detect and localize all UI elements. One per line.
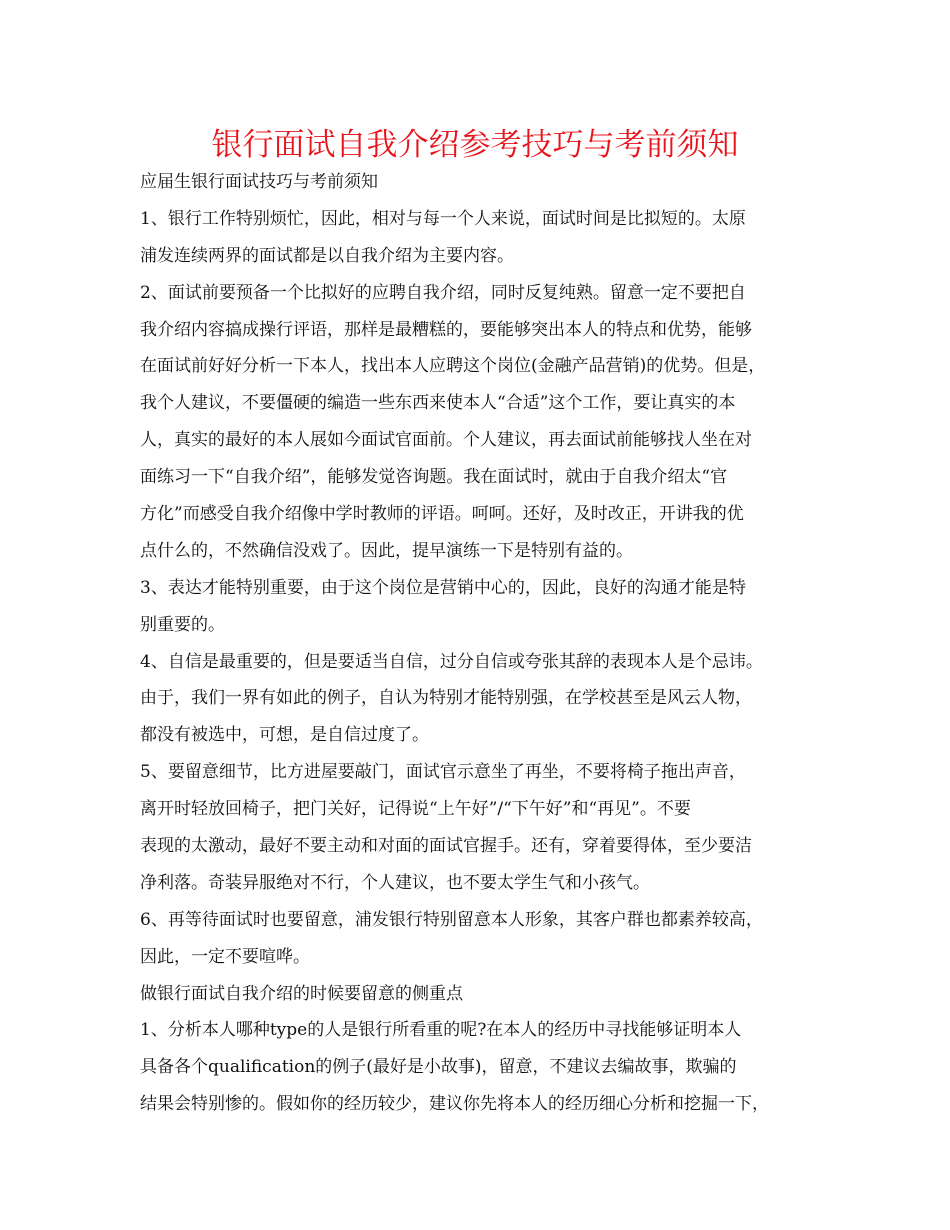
paragraph-line: 面练习一下“自我介绍”，能够发觉咨询题。我在面试时，就由于自我介绍太“官 [140, 467, 728, 488]
paragraph-line: 浦发连续两界的面试都是以自我介绍为主要内容。 [140, 245, 514, 266]
paragraph-line: 我介绍内容搞成操行评语，那样是最糟糕的，要能够突出本人的特点和优势，能够 [140, 319, 752, 340]
paragraph-line: 因此，一定不要喧哗。 [140, 946, 310, 967]
paragraph-line: 别重要的。 [140, 614, 225, 635]
paragraph-line: 点什么的，不然确信没戏了。因此，提早演练一下是特别有益的。 [140, 540, 633, 561]
paragraph-line: 表现的太激动，最好不要主动和对面的面试官握手。还有，穿着要得体，至少要洁 [140, 836, 752, 857]
paragraph-line: 方化”而感受自我介绍像中学时教师的评语。呵呵。还好，及时改正，开讲我的优 [140, 504, 744, 525]
paragraph-line: 净利落。奇装异服绝对不行，个人建议，也不要太学生气和小孩气。 [140, 872, 650, 893]
section-heading: 应届生银行面试技巧与考前须知 [140, 172, 378, 192]
paragraph-line: 6、再等待面试时也要留意，浦发银行特别留意本人形象，其客户群也都素养较高， [140, 909, 763, 930]
paragraph-line: 在面试前好好分析一下本人，找出本人应聘这个岗位(金融产品营销)的优势。但是， [140, 356, 766, 377]
paragraph-line: 离开时轻放回椅子，把门关好，记得说“上午好”/“下午好”和“再见”。不要 [140, 799, 691, 820]
paragraph-line: 2、面试前要预备一个比拟好的应聘自我介绍，同时反复纯熟。留意一定不要把自 [140, 282, 746, 303]
paragraph-line: 都没有被选中，可想，是自信过度了。 [140, 725, 429, 746]
paragraph-line: 具备各个qualification的例子(最好是小故事)，留意，不建议去编故事，欺骗的 [140, 1057, 737, 1078]
section-heading: 做银行面试自我介绍的时候要留意的侧重点 [140, 983, 463, 1004]
paragraph-line: 1、银行工作特别烦忙，因此，相对与每一个人来说，面试时间是比拟短的。太原 [140, 208, 746, 229]
paragraph-line: 5、要留意细节，比方进屋要敲门，面试官示意坐了再坐，不要将椅子拖出声音， [140, 762, 746, 783]
paragraph-line: 由于，我们一界有如此的例子，自认为特别才能特别强，在学校甚至是风云人物， [140, 688, 752, 709]
paragraph-line: 我个人建议，不要僵硬的编造一些东西来使本人“合适”这个工作，要让真实的本 [140, 393, 736, 414]
paragraph-line: 4、自信是最重要的，但是要适当自信，过分自信或夸张其辞的表现本人是个忌讳。 [140, 651, 763, 672]
paragraph-line: 结果会特别惨的。假如你的经历较少，建议你先将本人的经历细心分析和挖掘一下， [140, 1094, 769, 1115]
document-body [140, 164, 820, 1123]
paragraph-line: 人，真实的最好的本人展如今面试官面前。个人建议，再去面试前能够找人坐在对 [140, 430, 752, 451]
paragraph-line: 3、表达才能特别重要，由于这个岗位是营销中心的，因此，良好的沟通才能是特 [140, 577, 746, 598]
document-title: 银行面试自我介绍参考技巧与考前须知 [211, 127, 739, 163]
paragraph-line: 1、分析本人哪种type的人是银行所看重的呢?在本人的经历中寻找能够证明本人 [140, 1020, 742, 1041]
